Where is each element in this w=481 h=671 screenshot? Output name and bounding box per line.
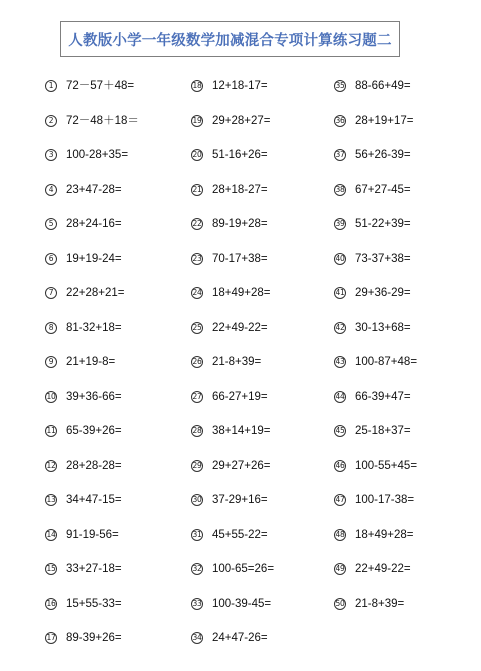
problem-number: 35 [335,81,345,90]
problem-number: 2 [45,115,57,127]
problem-number: 25 [192,322,202,332]
problem-expression: 28+28-28= [66,459,122,472]
problem-item [191,286,274,321]
problem-expression: 28+24-16= [66,218,122,230]
problem-item [191,390,274,425]
problem-item [45,390,139,425]
problem-number: 11 [46,426,56,435]
problem-number: 6 [45,253,57,265]
problem-item [334,459,417,494]
problem-expression: 56+26-39= [355,149,411,161]
problem-item [45,252,139,287]
problem-expression: 33+27-18= [66,563,122,575]
problem-expression: 25-18+37= [355,425,411,437]
problem-item [334,252,417,287]
problem-expression: 89-39+26= [66,632,122,644]
problem-expression: 21-8+39= [212,356,262,368]
problem-expression: 66-27+19= [212,390,268,403]
problem-item [45,631,139,666]
problem-item [334,355,417,390]
problem-number: 39 [335,219,345,228]
problem-expression: 29+27+26= [212,459,271,472]
problem-number: 16 [46,598,56,608]
problem-number: 9 [45,356,57,368]
problem-expression: 67+27-45= [355,183,411,196]
problem-item [334,562,417,597]
problem-item [45,114,139,149]
problem-item [45,597,139,632]
problem-expression: 89-19+28= [212,218,268,230]
problem-item [45,183,139,218]
problem-number: 30 [192,495,202,504]
problem-item [191,252,274,287]
problem-number: 42 [335,322,345,332]
problem-item [334,321,417,356]
problem-item [45,321,139,356]
problem-expression: 29+28+27= [212,114,271,127]
problem-number: 41 [335,288,345,297]
problem-expression: 29+36-29= [355,287,411,299]
problem-item [191,424,274,459]
problem-item [45,355,139,390]
problem-expression: 23+47-28= [66,183,122,196]
problem-item [191,493,274,528]
problem-number: 50 [335,598,345,608]
problem-item [45,217,139,252]
problem-expression: 15+55-33= [66,597,122,610]
problem-number: 5 [45,218,57,230]
problem-expression: 38+14+19= [212,425,271,437]
problem-number: 4 [45,184,57,196]
problem-expression: 22+49-22= [212,321,268,334]
problem-expression: 21+19-8= [66,356,116,368]
problem-expression: 45+55-22= [212,528,268,541]
problem-expression: 70-17+38= [212,252,268,265]
problem-expression: 18+49+28= [355,528,414,541]
problem-item [45,424,139,459]
problem-number: 14 [46,529,56,539]
problem-expression: 18+49+28= [212,287,271,299]
problem-number: 12 [46,460,56,470]
problem-expression: 22+49-22= [355,563,411,575]
problem-number: 24 [192,288,202,297]
problem-expression: 30-13+68= [355,321,411,334]
problem-expression: 91-19-56= [66,528,119,541]
problem-column-1 [45,79,139,666]
problem-item [334,424,417,459]
problem-expression: 72－48＋18＝ [66,114,139,127]
problem-column-3 [334,79,417,631]
problem-expression: 73-37+38= [355,252,411,265]
problem-item [191,597,274,632]
problem-number: 3 [45,149,57,161]
problem-item [191,183,274,218]
problem-number: 31 [192,529,202,539]
problem-number: 34 [192,633,202,642]
problem-expression: 22+28+21= [66,287,125,299]
problem-expression: 65-39+26= [66,425,122,437]
problem-number: 44 [335,391,345,401]
problem-item [45,286,139,321]
problem-expression: 88-66+49= [355,80,411,92]
problem-expression: 39+36-66= [66,390,122,403]
problem-number: 22 [192,219,202,228]
problem-expression: 100-39-45= [212,597,272,610]
worksheet-title: 人教版小学一年级数学加减混合专项计算练习题二 [68,31,392,49]
problem-expression: 100-65=26= [212,563,275,575]
problem-number: 20 [192,150,202,159]
problem-item [45,79,139,114]
problem-item [191,355,274,390]
problem-number: 46 [335,460,345,470]
problem-number: 49 [335,564,345,573]
problem-expression: 37-29+16= [212,494,268,506]
problem-expression: 100-55+45= [355,459,418,472]
problem-number: 37 [335,150,345,159]
problem-expression: 28+19+17= [355,114,414,127]
problem-number: 21 [192,184,202,194]
title-box [60,21,400,57]
problem-number: 33 [192,598,202,608]
problem-number: 48 [335,529,345,539]
problem-expression: 28+18-27= [212,183,268,196]
problem-item [334,528,417,563]
problem-number: 29 [192,460,202,470]
problem-number: 19 [192,115,202,125]
problem-number: 28 [192,426,202,435]
problem-item [191,321,274,356]
problem-expression: 100-87+48= [355,356,418,368]
problem-item [191,631,274,666]
problem-number: 26 [192,357,202,366]
problem-expression: 24+47-26= [212,632,268,644]
problem-expression: 19+19-24= [66,252,122,265]
problem-column-2 [191,79,274,666]
problem-number: 1 [45,80,57,92]
problem-number: 40 [335,253,345,263]
problem-item [191,79,274,114]
problem-expression: 81-32+18= [66,321,122,334]
problem-expression: 21-8+39= [355,597,405,610]
problem-item [191,114,274,149]
problem-item [45,562,139,597]
problem-item [45,459,139,494]
problem-item [334,286,417,321]
problem-item [45,148,139,183]
problem-item [334,493,417,528]
problem-item [191,562,274,597]
problem-expression: 100-28+35= [66,149,129,161]
problem-item [191,528,274,563]
problem-number: 36 [335,115,345,125]
problem-number: 17 [46,633,56,642]
problem-expression: 12+18-17= [212,80,268,92]
problem-item [334,597,417,632]
problem-number: 27 [192,391,202,401]
problem-number: 8 [45,322,57,334]
problem-number: 38 [335,184,345,194]
problem-item [191,459,274,494]
problem-number: 23 [192,253,202,263]
problem-expression: 34+47-15= [66,494,122,506]
problem-number: 45 [335,426,345,435]
problem-expression: 72－57＋48= [66,80,135,92]
problem-item [334,183,417,218]
problem-item [45,528,139,563]
problem-number: 32 [192,564,202,573]
problem-item [191,148,274,183]
problem-expression: 66-39+47= [355,390,411,403]
problem-number: 10 [46,391,56,401]
problem-expression: 51-16+26= [212,149,268,161]
problem-item [334,79,417,114]
problem-number: 15 [46,564,56,573]
problem-number: 18 [192,81,202,90]
problem-number: 47 [335,495,345,504]
problem-item [191,217,274,252]
problem-item [45,493,139,528]
problem-item [334,217,417,252]
problem-number: 13 [46,495,56,504]
problem-number: 43 [335,357,345,366]
problem-expression: 100-17-38= [355,494,415,506]
problem-item [334,390,417,425]
problem-item [334,114,417,149]
problem-item [334,148,417,183]
problem-expression: 51-22+39= [355,218,411,230]
problem-number: 7 [45,287,57,299]
